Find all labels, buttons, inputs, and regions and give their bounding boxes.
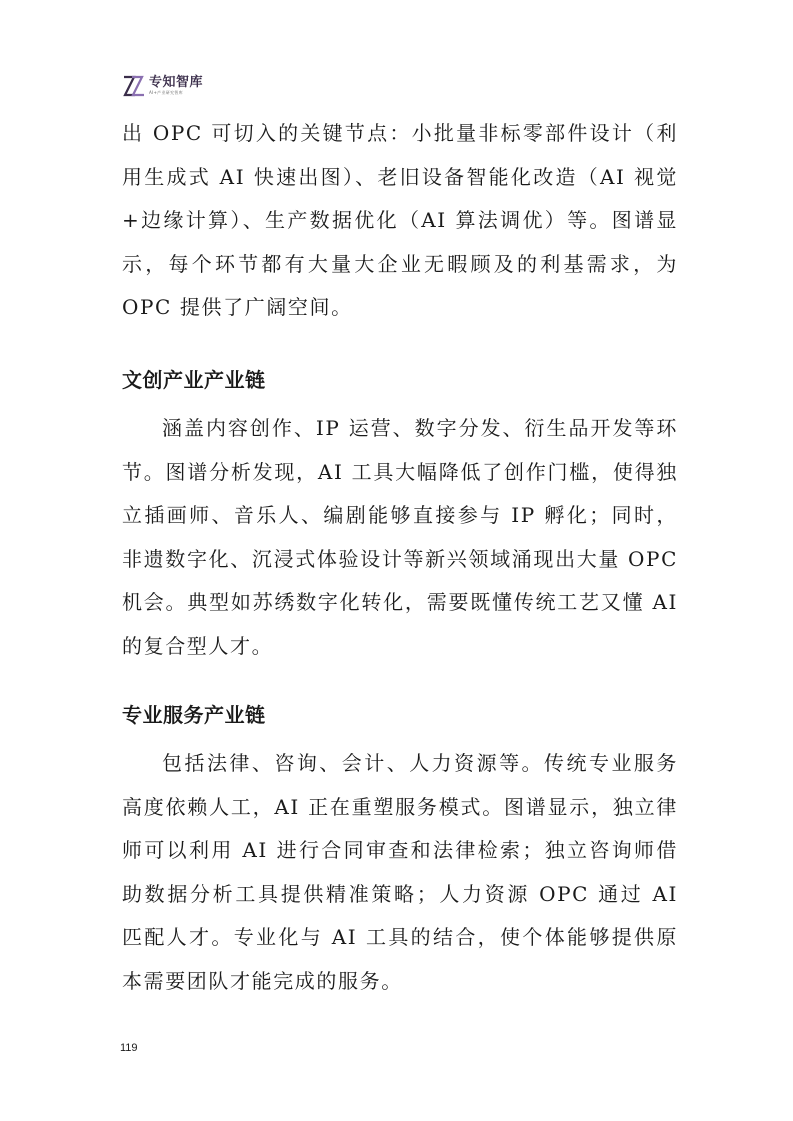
section-heading-culture: 文创产业产业链: [122, 368, 266, 392]
zhuanzhi-logo-icon: [122, 75, 146, 97]
logo-name: 专知智库: [149, 75, 204, 90]
section-heading-services: 专业服务产业链: [122, 703, 266, 727]
intro-paragraph: 出 OPC 可切入的关键节点：小批量非标零部件设计（利用生成式 AI 快速出图）、老旧设备智能化改造（AI 视觉+边缘计算）、生产数据优化（AI 算法调优）等。图谱显示，每个环节都有大量大企业无暇顾及的利基需求，为 OPC 提供了广阔空间。: [122, 121, 678, 319]
page-number: 119: [120, 1042, 138, 1054]
header-logo: [122, 72, 203, 100]
logo-text: [149, 76, 203, 96]
intro-section: [122, 112, 678, 330]
logo-subtitle: AI+产业研究智库: [149, 90, 183, 95]
section-body-services: 包括法律、咨询、会计、人力资源等。传统专业服务高度依赖人工，AI 正在重塑服务模式。图谱显示，独立律师可以利用 AI 进行合同审查和法律检索；独立咨询师借助数据分析工具提供精准策略；人力资源 OPC 通过 AI 匹配人才。专业化与 AI 工具的结合，使个体能够提供原本需要团队才能完成的服务。: [122, 751, 678, 993]
section-body-culture: 涵盖内容创作、IP 运营、数字分发、衍生品开发等环节。图谱分析发现，AI 工具大幅降低了创作门槛，使得独立插画师、音乐人、编剧能够直接参与 IP 孵化；同时，非遗数字化、沉浸式体验设计等新兴领域涌现出大量 OPC 机会。典型如苏绣数字化转化，需要既懂传统工艺又懂 AI 的复合型人才。: [122, 416, 678, 658]
